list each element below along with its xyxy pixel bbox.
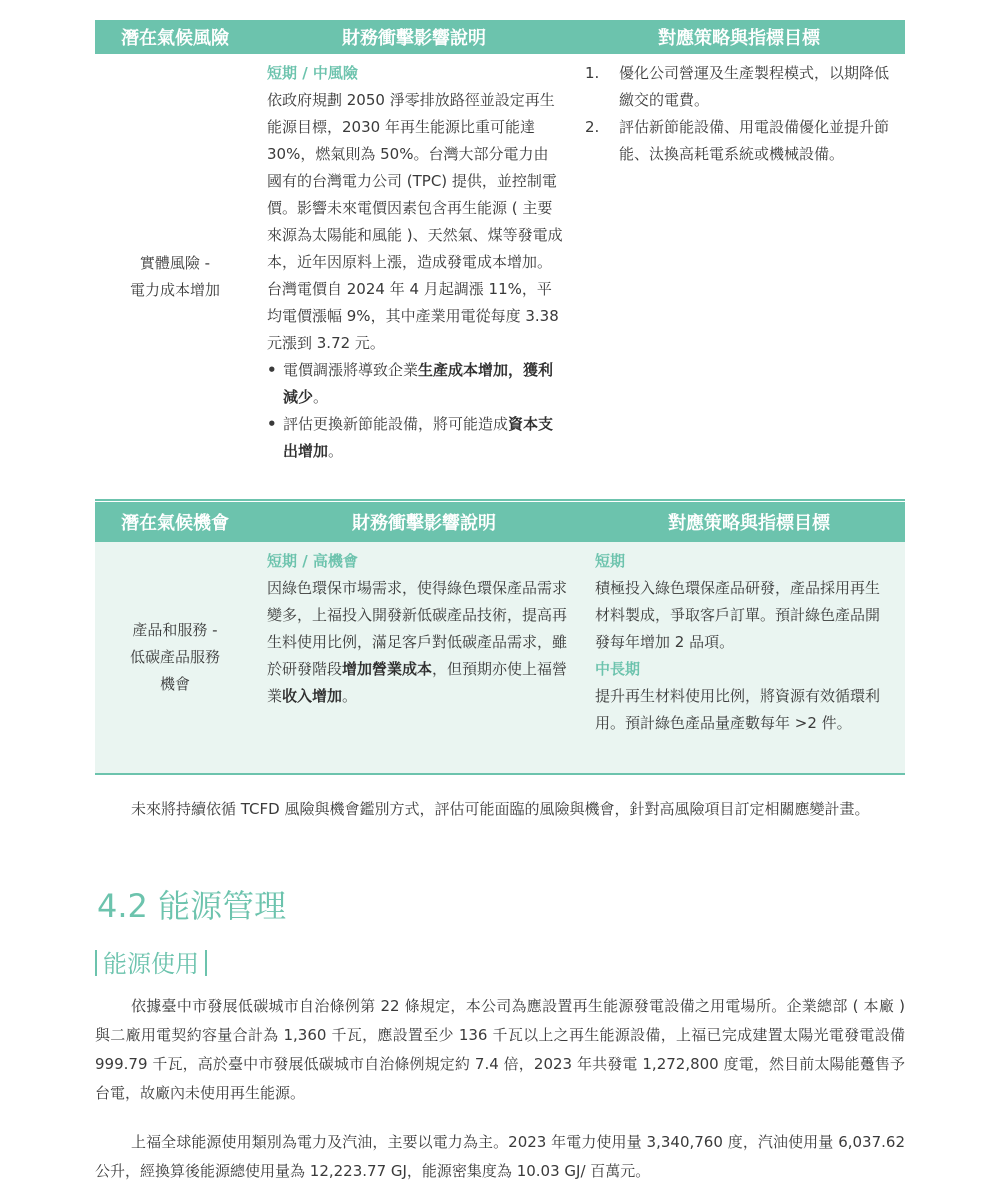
header-strategy: 對應策略與指標目標 — [573, 20, 905, 54]
risk-strategy-list — [585, 60, 893, 168]
list-item — [585, 114, 893, 168]
divider — [95, 950, 97, 976]
header-financial-impact: 財務衝擊影響說明 — [255, 20, 573, 54]
opportunity-impact-cell — [255, 542, 593, 774]
climate-risk-table — [95, 20, 905, 501]
risk-impact-cell — [255, 54, 573, 500]
opp-label-line-2: 低碳產品服務 — [129, 648, 220, 666]
climate-opportunity-table — [95, 502, 905, 775]
bullet-icon: • — [267, 361, 277, 379]
opp-impact-title: 短期 / 高機會 — [267, 552, 358, 570]
impact-text: 因綠色環保市場需求，使得綠色環保產品需求變多，上福投入開發新低碳產品技術，提高再生料使用比例，滿足客戶對低碳產品需求，雖於研發階段 — [267, 579, 568, 678]
opp-label-line-3: 機會 — [159, 675, 190, 693]
divider — [205, 950, 207, 976]
header-financial-impact: 財務衝擊影響說明 — [255, 502, 593, 542]
impact-text: ，但預期亦使上福營業 — [267, 660, 568, 705]
opportunity-strategy-cell — [593, 542, 905, 774]
subsection-title: 能源使用 — [103, 950, 199, 978]
bullet-text: 電價調漲將導致企業 — [283, 361, 419, 379]
risk-strategy-cell — [573, 54, 905, 500]
risk-label-line-1: 實體風險 - — [139, 253, 211, 272]
header-risk: 潛在氣候風險 — [95, 20, 255, 54]
header-opportunity: 潛在氣候機會 — [95, 502, 255, 542]
bullet-text: 評估更換新節能設備，將可能造成 — [283, 415, 509, 433]
mid-long-term-title: 中長期 — [595, 660, 641, 678]
energy-paragraph-2: 上福全球能源使用類別為電力及汽油，主要以電力為主。2023 年電力使用量 3,340,760 度，汽油使用量 6,037.62 公升，經換算後能源總使用量為 12,223.77 GJ，能源密集度為 10.03 GJ/ 百萬元。 — [95, 1133, 905, 1180]
short-term-text: 積極投入綠色環保產品研發，產品採用再生材料製成，爭取客戶訂單。預計綠色產品開發每年增加 2 品項。 — [595, 579, 881, 651]
list-number: 1. — [585, 64, 600, 82]
short-term-title: 短期 — [595, 552, 626, 570]
risk-impact-bullets — [267, 357, 563, 465]
tcfd-paragraph: 未來將持續依循 TCFD 風險與機會鑑別方式，評估可能面臨的風險與機會，針對高風險項目訂定相關應變計畫。 — [131, 800, 870, 818]
section-title: 4.2 能源管理 — [97, 887, 287, 925]
opportunity-row-label — [95, 542, 255, 774]
impact-text: 。 — [342, 687, 358, 705]
bullet-bold-text: 資本支出增加 — [283, 415, 554, 460]
list-item — [585, 60, 893, 114]
header-strategy: 對應策略與指標目標 — [593, 502, 905, 542]
list-number: 2. — [585, 118, 600, 136]
risk-impact-paragraph: 依政府規劃 2050 淨零排放路徑並設定再生能源目標，2030 年再生能源比重可能達 30%，燃氣則為 50%。台灣大部分電力由國有的台灣電力公司 (TPC) 提供，並控制電價。影響未來電價因素包含再生能源 ( 主要來源為太陽能和風能 )、天然氣、煤等發電成本，近年因原料上漲，造成發電成本增加。台灣電價自 2024 年 4 月起調漲 11%，平均電價漲幅 9%，其中產業用電從每度 3.38 元漲到 3.72 元。 — [267, 91, 563, 352]
bullet-text: 。 — [328, 442, 344, 460]
bullet-text: 。 — [313, 388, 329, 406]
list-item — [267, 411, 563, 465]
strategy-text: 優化公司營運及生產製程模式，以期降低繳交的電費。 — [619, 64, 890, 109]
list-item — [267, 357, 563, 411]
impact-bold-text: 收入增加 — [282, 687, 343, 705]
bullet-bold-text: 生產成本增加，獲利減少 — [283, 361, 554, 406]
impact-bold-text: 增加營業成本 — [342, 660, 433, 678]
opp-impact-paragraph — [267, 575, 569, 710]
subsection-heading — [95, 946, 207, 982]
risk-label-line-2: 電力成本增加 — [129, 280, 220, 299]
opp-label-line-1: 產品和服務 - — [132, 621, 218, 639]
risk-row-label — [95, 54, 255, 500]
energy-paragraph-1: 依據臺中市發展低碳城市自治條例第 22 條規定，本公司為應設置再生能源發電設備之用電場所。企業總部 ( 本廠 ) 與二廠用電契約容量合計為 1,360 千瓦，應設置至少 136 千瓦以上之再生能源設備，上福已完成建置太陽光電發電設備 999.79 千瓦，高於臺中市發展低碳城市自治條例規定約 7.4 倍，2023 年共發電 1,272,800 度電，然目前太陽能躉售予台電，故廠內未使用再生能源。 — [95, 997, 905, 1102]
risk-impact-title: 短期 / 中風險 — [267, 64, 358, 82]
bullet-icon: • — [267, 415, 277, 433]
mid-long-term-text: 提升再生材料使用比例，將資源有效循環利用。預計綠色產品量產數每年 >2 件。 — [595, 687, 881, 732]
strategy-text: 評估新節能設備、用電設備優化並提升節能、汰換高耗電系統或機械設備。 — [619, 118, 890, 163]
